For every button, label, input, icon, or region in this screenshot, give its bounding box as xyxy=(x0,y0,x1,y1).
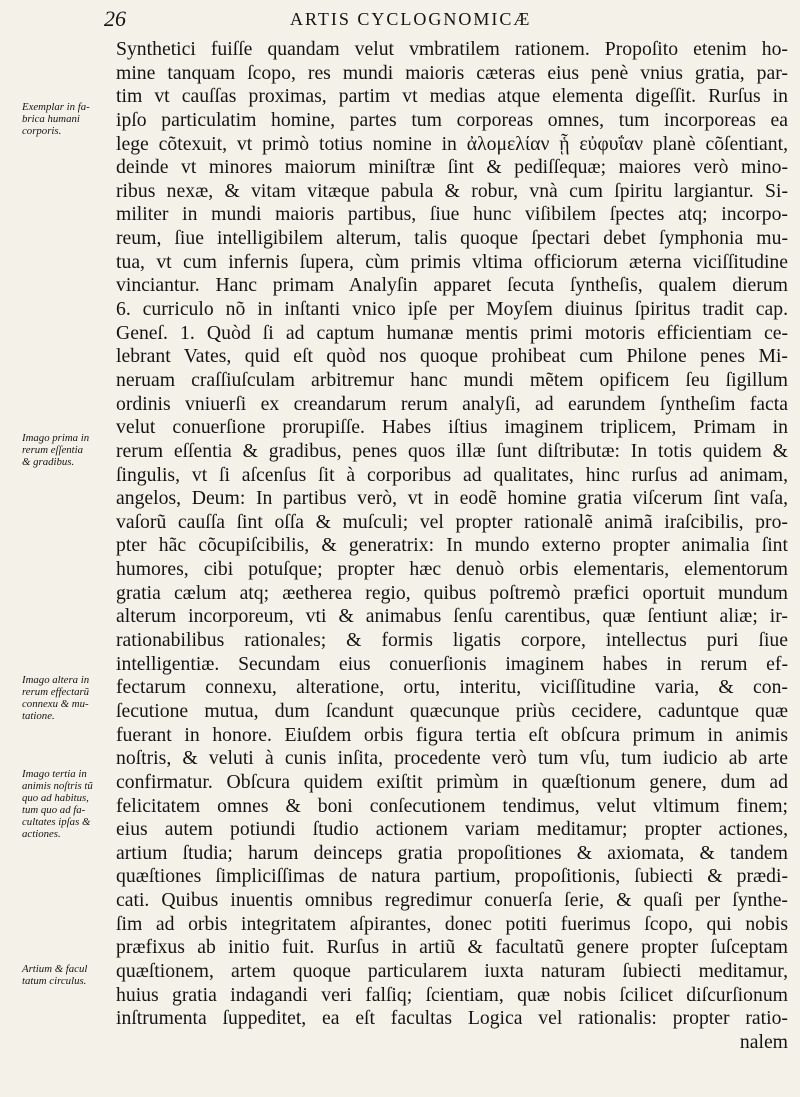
margin-note-line: corporis. xyxy=(22,125,62,137)
text-line: Geneſ. 1. Quòd ſi ad captum humanæ mentis primi motoris efficientiam ce- xyxy=(116,321,788,344)
margin-note-artium xyxy=(22,963,114,987)
text-line: mine tanquam ſcopo, res mundi maioris cæteras eius penè vnius gratia, par- xyxy=(116,61,788,84)
margin-note-line: rerum eſſentia xyxy=(22,444,84,456)
text-line: vinciantur. Hanc primam Analyſin apparet ſecuta ſyntheſis, qualem dierum xyxy=(116,274,788,297)
text-line: lege cõtexuit, vt primò totius nomine in ἀλομελίαν ᾗ εὐφυΐαν planè cõſentiant, xyxy=(116,132,788,155)
text-line: velut conuerſione prorupiſſe. Habes iſtius imaginem triplicem, Primam in xyxy=(116,416,788,439)
text-line: ordinis vniuerſi ex creandarum rerum analyſi, ad earundem ſyntheſim facta xyxy=(116,392,788,415)
margin-note-line: rerum effectarũ xyxy=(22,686,90,698)
text-line: lebrant Vates, quid eſt quòd nos quoque prohibeat cum Philone penes Mi- xyxy=(116,345,788,368)
margin-note-line: Imago tertia in xyxy=(22,768,87,780)
margin-note-tertia xyxy=(22,768,114,840)
text-line: 6. curriculo nõ in inſtanti vnico ipſe per Moyſem diuinus ſpiritus tradit cap. xyxy=(116,298,788,321)
margin-note-line: quo ad habitus, xyxy=(22,792,89,804)
text-line: ſim ad orbis integritatem aſpirantes, donec potiti fuerimus ſcopo, qui nobis xyxy=(116,912,788,935)
margin-note-line: brica humani xyxy=(22,113,80,125)
text-line: intelligentiæ. Secundam eius conuerſionis imaginem habes in rerum ef- xyxy=(116,652,788,675)
text-line: eius autem potiundi ſtudio actionem variam meditamur; propter actiones, xyxy=(116,818,788,841)
text-line: tim vt cauſſas proximas, partim vt medias atque elementa digeſſit. Rurſus in xyxy=(116,85,788,108)
text-line: rationabilibus rationales; & formis ligatis corpore, intellectus puri ſiue xyxy=(116,629,788,652)
margin-note-line: & gradibus. xyxy=(22,456,75,468)
text-line: tua, vt cum infernis ſupera, cùm primis vltima officiorum æterna viciſſitudine xyxy=(116,250,788,273)
text-line: fectarum connexu, alteratione, ortu, interitu, viciſſitudine varia, & con- xyxy=(116,676,788,699)
margin-note-line: tatione. xyxy=(22,710,55,722)
text-line: ſecutione mutua, dum ſcandunt quæcunque priùs cecidere, caduntque quæ xyxy=(116,699,788,722)
text-line: quæſtionem, artem quoque particularem iuxta naturam ſubiecti meditamur, xyxy=(116,959,788,982)
text-line: humores, cibi potuſque; propter hæc denuò orbis elementaris, elementorum xyxy=(116,558,788,581)
text-line: quæſtiones ſimpliciſſimas de natura partium, propoſitionis, ſubiecti & prædi- xyxy=(116,865,788,888)
text-line: ribus nexæ, & vitam vitæque pabula & robur, vnà cum ſpiritu largiantur. Si- xyxy=(116,179,788,202)
text-line: angelos, Deum: In partibus verò, vt in eodẽ homine gratia viſcerum ſint vaſa, xyxy=(116,487,788,510)
margin-note-line: connexu & mu- xyxy=(22,698,89,710)
margin-note-line: cultates ipſas & xyxy=(22,816,91,828)
text-line: ipſo particulatim homine, partes tum corporeas omnes, tum incorporeas ea xyxy=(116,108,788,131)
text-line: pter hãc cõcupiſcibilis, & generatrix: In mundo externo propter animalia ſint xyxy=(116,534,788,557)
text-line: neruam craſſiuſculam arbitremur hanc mundi mẽtem opificem ſeu ſigillum xyxy=(116,368,788,391)
margin-note-fabrica xyxy=(22,101,114,137)
text-line: felicitatem omnes & boni conſecutionem tendimus, velut vltimum finem; xyxy=(116,794,788,817)
margin-note-line: actiones. xyxy=(22,828,61,840)
text-line: deinde vt minores maiorum miniſtræ ſint & pediſſequæ; maiores verò mino- xyxy=(116,156,788,179)
text-line: militer in mundi maioris partibus, ſiue hunc viſibilem ſpectes atq; incorpo- xyxy=(116,203,788,226)
main-text-block xyxy=(116,38,788,1055)
text-line: fuerant in honore. Eiuſdem orbis figura tertia eſt obſcura primum in animis xyxy=(116,723,788,746)
text-line: præfixus ab initio fuit. Rurſus in artiũ & facultatũ genere propter ſuſceptam xyxy=(116,936,788,959)
margin-note-line: Imago altera in xyxy=(22,674,90,686)
text-line: gratia cælum atq; æetherea regio, quibus poſtremò præfici oportuit mundum xyxy=(116,581,788,604)
page-number: 26 xyxy=(104,6,126,31)
text-line: rerum eſſentia & gradibus, penes quos illæ ſunt diſtributæ: In totis quidem & xyxy=(116,439,788,462)
text-line: inſtrumenta ſuppeditet, ea eſt facultas Logica vel rationalis: propter ratio- xyxy=(116,1007,788,1030)
text-line: huius gratia indagandi veri falſiq; ſcientiam, quæ nobis ſcilicet diſcurſionum xyxy=(116,983,788,1006)
text-line: vaſorũ cauſſa ſint oſſa & muſculi; vel propter rationalẽ animã iraſcibilis, pro- xyxy=(116,510,788,533)
text-line: alterum incorporeum, vti & animabus ſenſu carentibus, quæ ſentiunt aliæ; ir- xyxy=(116,605,788,628)
text-line: reum, ſiue intelligibilem alterum, talis quoque ſpectari debet ſymphonia mu- xyxy=(116,227,788,250)
margin-note-line: tatum circulus. xyxy=(22,975,87,987)
text-line: noſtris, & veluti à cunis inſita, procedente verò tum vſu, tum iudicio ab arte xyxy=(116,747,788,770)
margin-note-line: Artium & facul xyxy=(22,963,88,975)
margin-note-line: Exemplar in fa- xyxy=(22,101,90,113)
text-line: Synthetici fuiſſe quandam velut vmbratilem rationem. Propoſito etenim ho- xyxy=(116,38,788,60)
text-line: artium ſtudia; harum deinceps gratia propoſitiones & axiomata, & tandem xyxy=(116,841,788,864)
running-head: ARTIS CYCLOGNOMICÆ xyxy=(290,9,532,29)
margin-note-line: animis noſtris tũ xyxy=(22,780,93,792)
margin-note-line: Imago prima in xyxy=(22,432,90,444)
margin-note-prima xyxy=(22,432,114,468)
text-line: cati. Quibus inuentis omnibus regredimur conuerſa ſerie, & quaſi per ſynthe- xyxy=(116,889,788,912)
catchword-line: nalem xyxy=(739,1030,788,1053)
text-line: ſingulis, vt ſi aſcenſus ſit à corporibus ad qualitates, hinc rurſus ad animam, xyxy=(116,463,788,486)
margin-note-line: tum quo ad fa- xyxy=(22,804,86,816)
text-line: confirmatur. Obſcura quidem exiſtit primùm in quæſtionum genere, dum ad xyxy=(116,770,788,793)
margin-note-altera xyxy=(22,674,114,722)
